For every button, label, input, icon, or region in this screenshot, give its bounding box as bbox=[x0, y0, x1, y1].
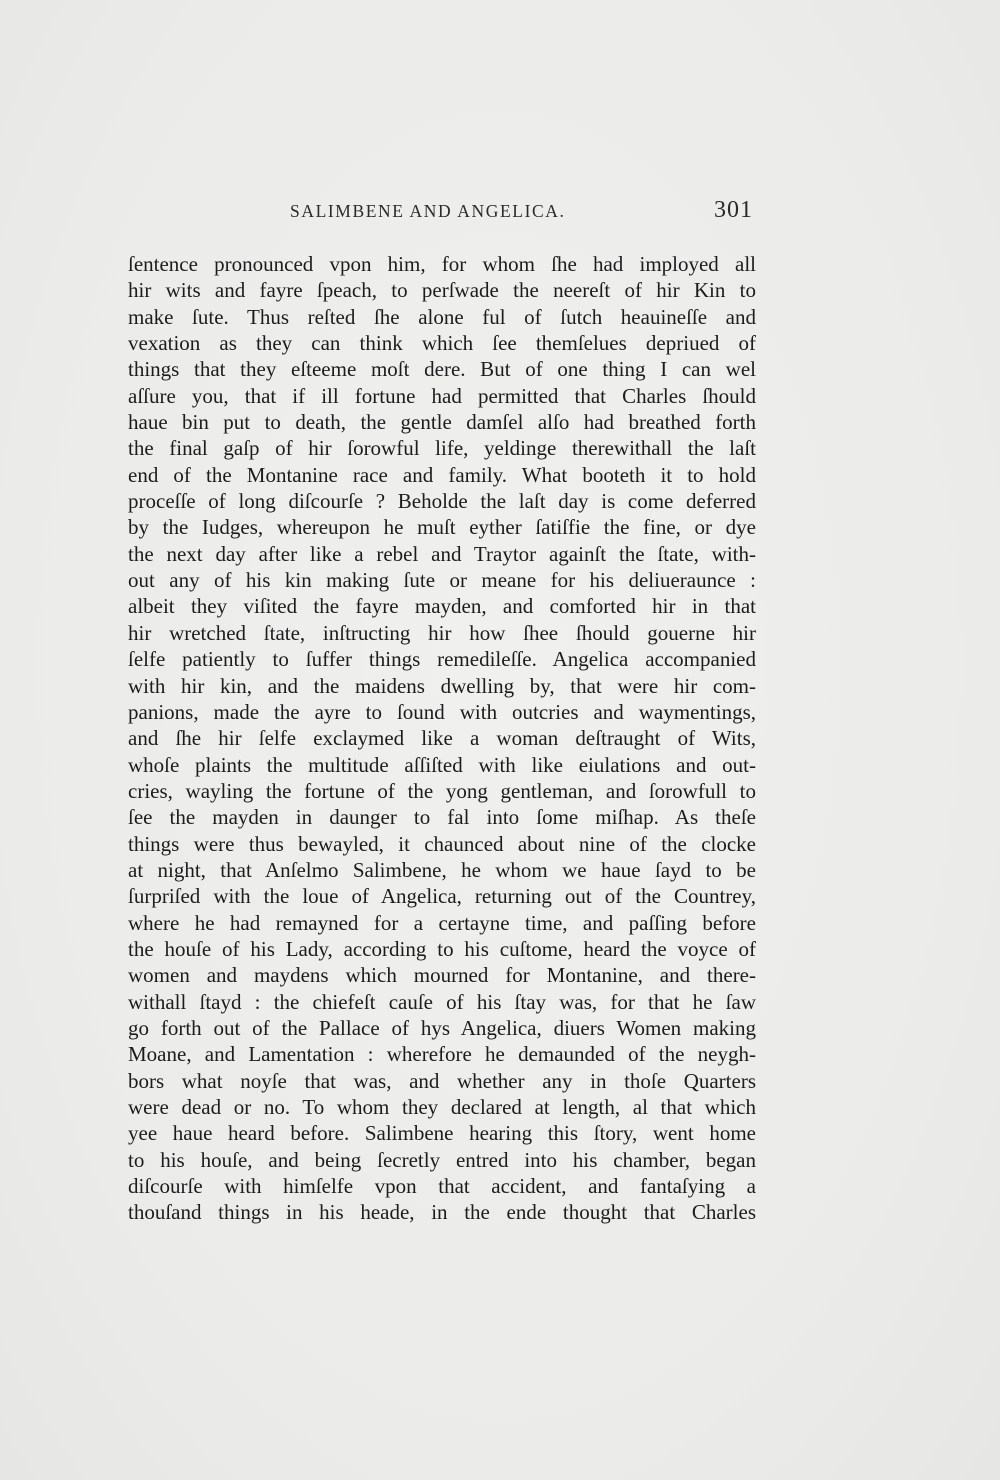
text-line: end of the Montanine race and family. What booteth it to hold bbox=[128, 462, 756, 487]
text-line: yee haue heard before. Salimbene hearing this ſtory, went home bbox=[128, 1121, 756, 1146]
text-line: proceſſe of long diſcourſe ? Beholde the laſt day is come deferred bbox=[128, 489, 756, 514]
text-line: aſſure you, that if ill fortune had permitted that Charles ſhould bbox=[128, 383, 756, 408]
text-line: things that they eſteeme moſt dere. But of one thing I can wel bbox=[128, 357, 756, 382]
text-line: where he had remayned for a certayne time, and paſſing before bbox=[128, 910, 756, 935]
text-line: the final gaſp of hir ſorowful life, yeldinge therewithall the laſt bbox=[128, 436, 756, 461]
text-line: thouſand things in his heade, in the ende thought that Charles bbox=[128, 1200, 756, 1225]
text-line: albeit they viſited the fayre mayden, and comforted hir in that bbox=[128, 594, 756, 619]
text-line: the houſe of his Lady, according to his cuſtome, heard the voyce of bbox=[128, 936, 756, 961]
text-line: ſee the mayden in daunger to fal into ſome miſhap. As theſe bbox=[128, 805, 756, 830]
text-line: withall ſtayd : the chiefeſt cauſe of his ſtay was, for that he ſaw bbox=[128, 989, 756, 1014]
text-line: ſentence pronounced vpon him, for whom ſhe had imployed all bbox=[128, 252, 756, 276]
text-line: to his houſe, and being ſecretly entred into his chamber, began bbox=[128, 1147, 756, 1172]
text-line: haue bin put to death, the gentle damſel alſo had breathed forth bbox=[128, 410, 756, 435]
text-line: by the Iudges, whereupon he muſt eyther ſatiſfie the fine, or dye bbox=[128, 515, 756, 540]
text-line: go forth out of the Pallace of hys Angelica, diuers Women making bbox=[128, 1015, 756, 1040]
text-line: ſelfe patiently to ſuffer things remedileſſe. Angelica accompanied bbox=[128, 647, 756, 672]
text-line: diſcourſe with himſelfe vpon that accident, and fantaſying a bbox=[128, 1174, 756, 1199]
text-line: women and maydens which mourned for Montanine, and there- bbox=[128, 963, 756, 988]
text-line: and ſhe hir ſelfe exclaymed like a woman deſtraught of Wits, bbox=[128, 726, 756, 751]
body-text bbox=[128, 251, 756, 1226]
text-line: were dead or no. To whom they declared at length, al that which bbox=[128, 1095, 756, 1119]
text-line: ſurpriſed with the loue of Angelica, returning out of the Countrey, bbox=[128, 884, 756, 909]
text-line: Moane, and Lamentation : wherefore he demaunded of the neygh- bbox=[128, 1042, 756, 1067]
page-number: 301 bbox=[714, 197, 753, 223]
text-line: out any of his kin making ſute or meane for his deliueraunce : bbox=[128, 568, 756, 593]
text-line: things were thus bewayled, it chaunced about nine of the clocke bbox=[128, 831, 756, 856]
text-line: with hir kin, and the maidens dwelling by, that were hir com- bbox=[128, 673, 756, 698]
text-line: the next day after like a rebel and Traytor againſt the ſtate, with- bbox=[128, 541, 756, 566]
text-line: whoſe plaints the multitude aſſiſted with like eiulations and out- bbox=[128, 752, 756, 777]
text-line: vexation as they can think which ſee themſelues depriued of bbox=[128, 331, 756, 356]
text-line: panions, made the ayre to ſound with outcries and waymentings, bbox=[128, 699, 756, 724]
text-line: cries, wayling the fortune of the yong gentleman, and ſorowfull to bbox=[128, 778, 756, 803]
text-line: hir wretched ſtate, inſtructing hir how ſhee ſhould gouerne hir bbox=[128, 620, 756, 645]
text-line: bors what noyſe that was, and whether any in thoſe Quarters bbox=[128, 1068, 756, 1093]
running-title: SALIMBENE AND ANGELICA. bbox=[290, 201, 566, 221]
text-line: hir wits and fayre ſpeach, to perſwade the neereſt of hir Kin to bbox=[128, 278, 756, 303]
text-line: at night, that Anſelmo Salimbene, he whom we haue ſayd to be bbox=[128, 857, 756, 882]
text-line: make ſute. Thus reſted ſhe alone ful of ſutch heauineſſe and bbox=[128, 304, 756, 329]
